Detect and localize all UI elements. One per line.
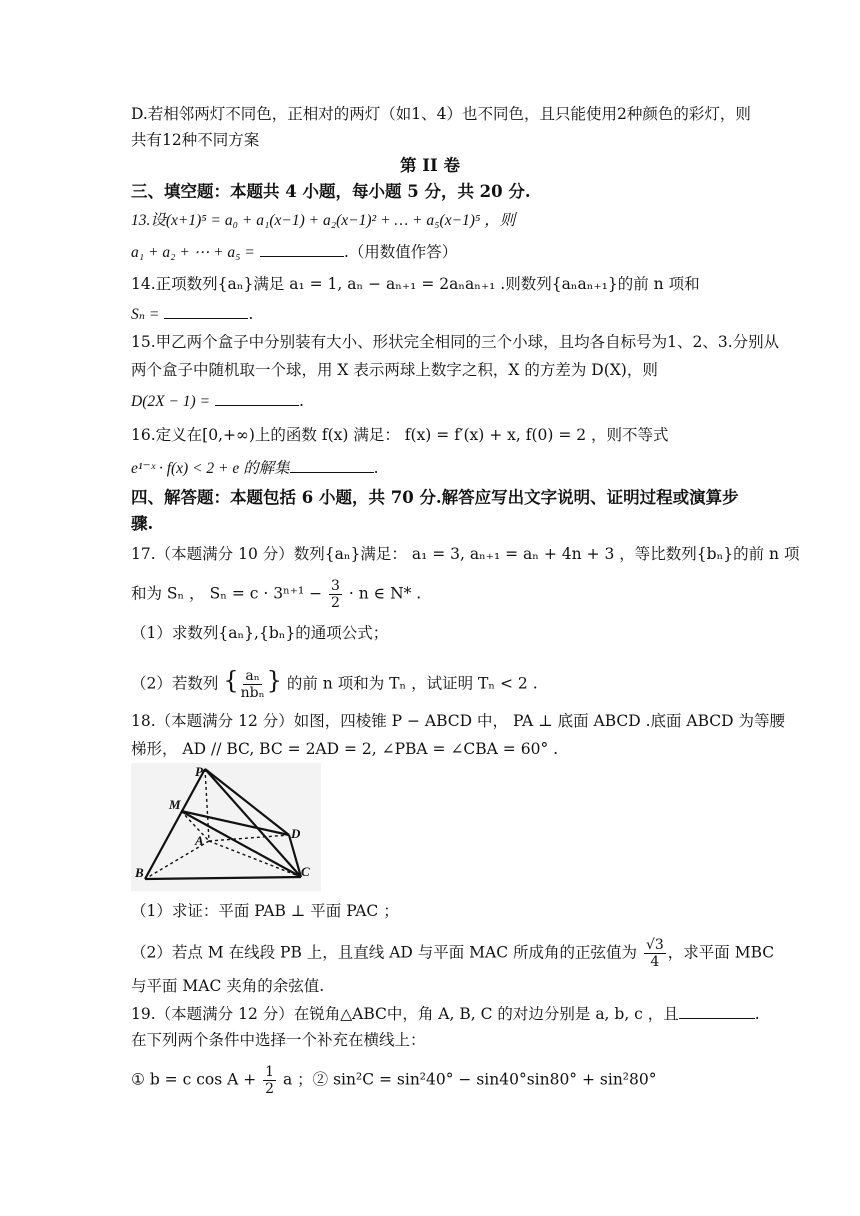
- q15-line3: D(2X − 1) = .: [131, 392, 304, 410]
- q18-part2-text: （2）若点 M 在线段 PB 上，且直线 AD 与平面 MAC 所成角的正弦值为: [131, 943, 638, 962]
- q13-note: .（用数值作答）: [343, 243, 458, 261]
- q17-part2: [131, 668, 538, 701]
- denominator: 2: [331, 595, 340, 611]
- right-brace: }: [266, 666, 282, 695]
- q15-expr: D(2X − 1) =: [131, 393, 211, 410]
- fraction: [263, 1064, 276, 1097]
- q19-line2: 在下列两个条件中选择一个补充在横线上：: [131, 1031, 426, 1049]
- pyramid-diagram: [131, 763, 321, 891]
- q19-condition1: ① b = c cos A +: [131, 1070, 257, 1089]
- q16-expr: e¹⁻ˣ · f(x) < 2 + e 的解集: [131, 460, 290, 477]
- q18-part1: （1）求证：平面 PAB ⊥ 平面 PAC ；: [131, 902, 399, 920]
- denominator: nbₙ: [240, 685, 265, 701]
- part4-heading-line1: 四、解答题：本题包括 6 小题，共 70 分.解答应写出文字说明、证明过程或演算步: [131, 488, 739, 507]
- section-title: 第 II 卷: [400, 156, 460, 175]
- q13-expr: a₁ + a₂ + ⋯ + a₅ =: [131, 244, 255, 261]
- q15-line2: 两个盒子中随机取一个球，用 X 表示两球上数字之积，X 的方差为 D(X)，则: [131, 361, 658, 379]
- q17-part2-text: （2）若数列: [131, 674, 219, 693]
- numerator: aₙ: [245, 668, 260, 684]
- option-d-line2: 共有12种不同方案: [131, 131, 260, 149]
- label-p: P: [195, 764, 203, 779]
- label-m: M: [169, 797, 181, 812]
- answer-blank: [260, 242, 344, 257]
- answer-blank: [290, 458, 374, 473]
- q19-text: 19.（本题满分 12 分）在锐角△ABC中，角 A, B, C 的对边分别是 a, b, c ，且: [131, 1005, 679, 1023]
- label-d: D: [291, 826, 301, 841]
- label-c: C: [301, 864, 310, 879]
- denominator: 2: [265, 1081, 275, 1097]
- fraction: [329, 578, 342, 611]
- denominator: 4: [650, 954, 660, 970]
- answer-blank: [679, 1004, 755, 1019]
- q19-period: .: [754, 1005, 760, 1023]
- q18-line1: 18.（本题满分 12 分）如图，四棱锥 P − ABCD 中， PA ⊥ 底面 ABCD .底面 ABCD 为等腰: [131, 712, 786, 730]
- fraction: [241, 668, 265, 701]
- q18-line2: 梯形， AD // BC, BC = 2AD = 2, ∠PBA = ∠CBA = 60° .: [131, 740, 559, 758]
- q16-line1: 16.定义在[0,+∞)上的函数 f(x) 满足： f(x) = f′(x) + x, f(0) = 2 ，则不等式: [131, 426, 669, 444]
- q17-line1: 17.（本题满分 10 分）数列{aₙ}满足： a₁ = 3, aₙ₊₁ = aₙ + 4n + 3 ，等比数列{bₙ}的前 n 项: [131, 545, 800, 563]
- q19-line3: [131, 1064, 656, 1097]
- numerator: 1: [265, 1064, 275, 1080]
- q19-line1: [131, 1004, 760, 1024]
- numerator: √3: [645, 937, 664, 953]
- q17-part1: （1）求数列{aₙ},{bₙ}的通项公式；: [131, 624, 389, 642]
- q17-text-end: · n ∈ N* .: [348, 584, 422, 603]
- q17-part2-text-end: 的前 n 项和为 Tₙ ，试证明 Tₙ < 2 .: [286, 674, 538, 693]
- q16-line2: e¹⁻ˣ · f(x) < 2 + e 的解集 .: [131, 459, 379, 477]
- answer-blank: [164, 304, 248, 319]
- q19-condition2: a ；② sin²C = sin²40° − sin40°sin80° + sin²80°: [283, 1070, 657, 1089]
- fraction: [644, 937, 666, 970]
- q18-part2-text-end: ，求平面 MBC: [667, 943, 775, 962]
- part4-heading-line2: 骤.: [131, 514, 154, 533]
- q18-part2-line2: 与平面 MAC 夹角的余弦值.: [131, 977, 325, 995]
- q18-part2: [131, 937, 774, 970]
- q13-line2: [131, 242, 457, 263]
- q13-text: 13.设(x+1)⁵ = a₀ + a₁(x−1) + a₂(x−1)² + … + a₅(x−1)⁵ ，则: [131, 212, 516, 229]
- label-b: B: [135, 865, 144, 880]
- q14-line1: 14.正项数列{aₙ}满足 a₁ = 1, aₙ − aₙ₊₁ = 2aₙaₙ₊₁ .则数列{aₙaₙ₊₁}的前 n 项和: [131, 275, 700, 293]
- numerator: 3: [331, 578, 340, 594]
- q17-line2: [131, 578, 421, 611]
- q14-line2: Sₙ = .: [131, 305, 254, 323]
- q15-line1: 15.甲乙两个盒子中分别装有大小、形状完全相同的三个小球，且均各自标号为1、2、3.分别从: [131, 333, 780, 351]
- q14-expr: Sₙ =: [131, 306, 160, 323]
- label-a: A: [195, 833, 204, 848]
- answer-blank: [215, 391, 299, 406]
- left-brace: {: [223, 666, 239, 695]
- q13-line1: [131, 210, 515, 231]
- pyramid-figure: [131, 763, 321, 891]
- option-d-line1: D.若相邻两灯不同色，正相对的两灯（如1、4）也不同色，且只能使用2种颜色的彩灯，则: [131, 105, 751, 123]
- part3-heading: 三、填空题：本题共 4 小题，每小题 5 分，共 20 分.: [131, 182, 531, 201]
- q17-text: 和为 Sₙ ， Sₙ = c · 3ⁿ⁺¹ −: [131, 584, 323, 603]
